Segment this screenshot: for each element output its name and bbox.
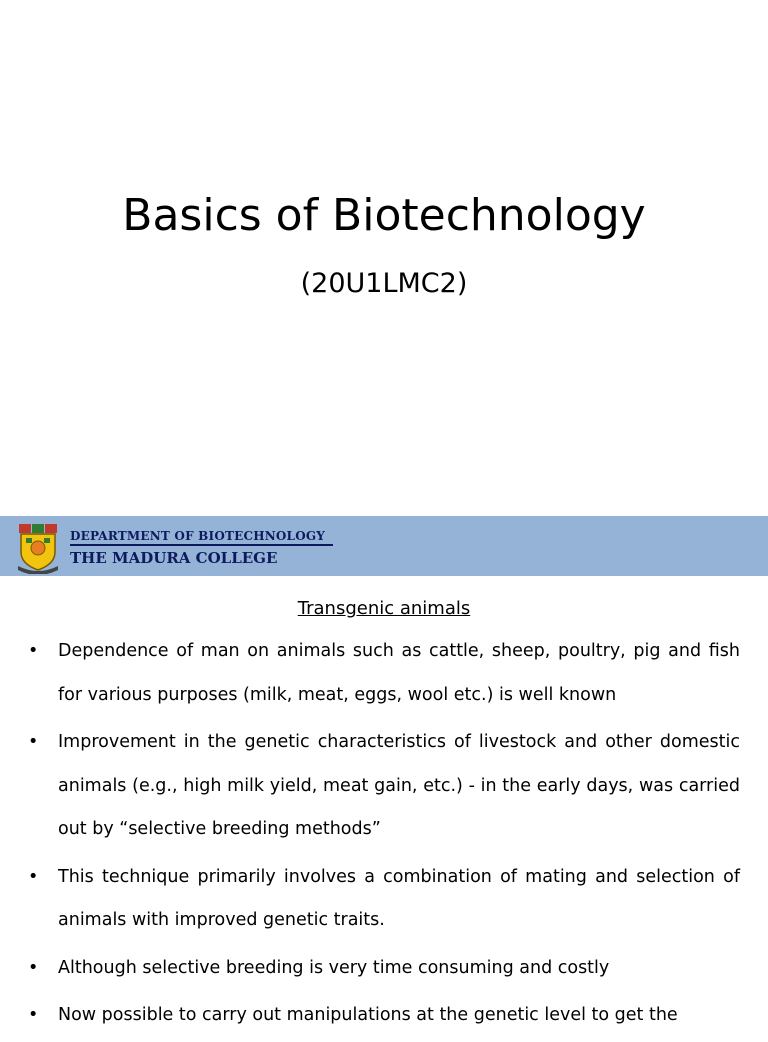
- list-item: • Although selective breeding is very time consuming and costly: [28, 947, 740, 991]
- section-heading-text: Transgenic animals: [297, 598, 471, 619]
- section-heading: [0, 596, 768, 622]
- title-slide: [0, 0, 768, 516]
- college-crest-icon: [17, 522, 59, 574]
- department-name: DEPARTMENT OF BIOTECHNOLOGY: [70, 528, 333, 546]
- course-code: (20U1LMC2): [300, 268, 468, 299]
- list-item: • This technique primarily involves a combination of mating and selection of animals with improved genetic traits.: [28, 856, 740, 943]
- list-item: • Improvement in the genetic characteristics of livestock and other domestic animals (e.g., high milk yield, meat gain, etc.) - in the early days, was carried out by “selective breeding methods”: [28, 721, 740, 852]
- slide-title: Basics of Biotechnology: [122, 190, 646, 241]
- bullet-list: [28, 630, 740, 1042]
- college-name: THE MADURA COLLEGE: [70, 549, 278, 567]
- list-item: • Now possible to carry out manipulations at the genetic level to get the: [28, 994, 740, 1038]
- list-item: • Dependence of man on animals such as cattle, sheep, poultry, pig and fish for various purposes (milk, meat, eggs, wool etc.) is well known: [28, 630, 740, 717]
